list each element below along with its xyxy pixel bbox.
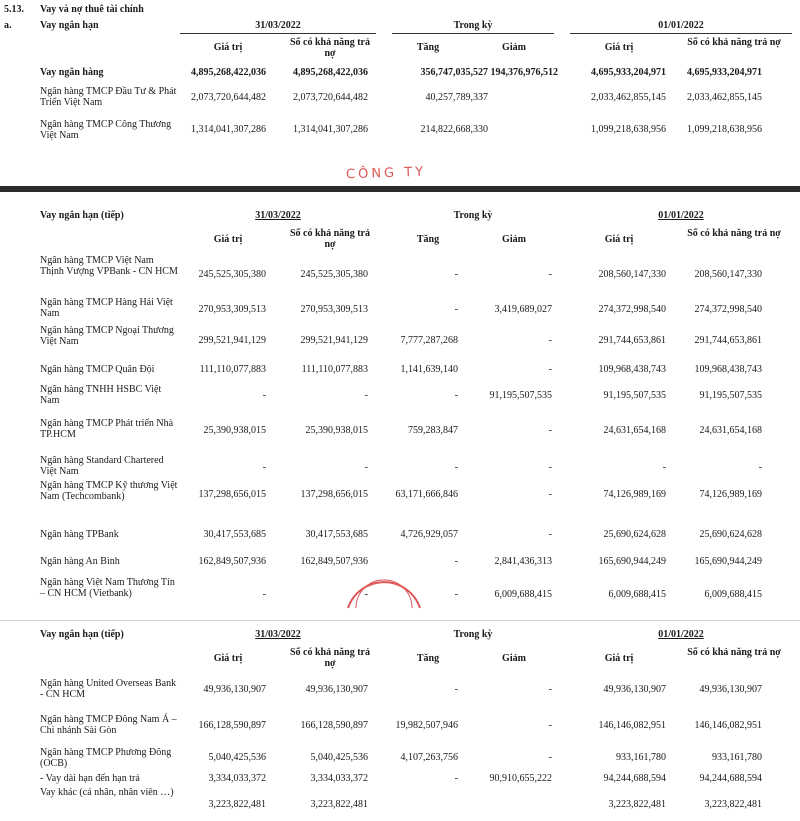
cell-value-end: 137,298,656,015 xyxy=(198,489,266,500)
sub-marker: a. xyxy=(4,20,12,31)
row-label: Ngân hàng Việt Nam Thương Tín – CN HCM (Vietbank) xyxy=(40,577,175,599)
cell-repay-end: 3,334,033,372 xyxy=(310,773,368,784)
cell-decrease: - xyxy=(548,720,552,731)
cell-increase: - xyxy=(454,773,458,784)
cell-repay-end: 3,223,822,481 xyxy=(310,799,368,810)
col-repay-header: Số có khả năng trả nợ xyxy=(687,37,781,48)
block-title: Vay ngắn hạn xyxy=(40,20,99,31)
block-title: Vay ngắn hạn (tiếp) xyxy=(40,629,124,640)
cell-decrease: - xyxy=(548,489,552,500)
cell-increase: - xyxy=(454,589,458,600)
cell-increase: - xyxy=(454,390,458,401)
period-end-header: 01/01/2022 xyxy=(658,629,704,640)
col-value-header: Giá trị xyxy=(213,234,243,245)
cell-repay-end: - xyxy=(364,462,368,473)
cell-decrease: - xyxy=(548,684,552,695)
cell-repay-start: 49,936,130,907 xyxy=(699,684,762,695)
cell-value-end: 3,223,822,481 xyxy=(208,799,266,810)
cell-value-start: 2,033,462,855,145 xyxy=(591,92,666,103)
col-value-header: Giá trị xyxy=(604,653,634,664)
cell-decrease: 3,419,689,027 xyxy=(494,304,552,315)
cell-value-end: - xyxy=(262,462,266,473)
cell-value-start: 74,126,989,169 xyxy=(603,489,666,500)
cell-value-start: 4,695,933,204,971 xyxy=(591,67,666,78)
cell-repay-start: 91,195,507,535 xyxy=(699,390,762,401)
cell-value-end: 30,417,553,685 xyxy=(203,529,266,540)
header-rule xyxy=(570,33,792,34)
section-2 xyxy=(0,192,800,620)
col-repay-header: Số có khả năng trả nợ xyxy=(687,228,781,239)
col-decrease-header: Giảm xyxy=(502,234,526,245)
cell-decrease: - xyxy=(548,269,552,280)
cell-repay-end: 166,128,590,897 xyxy=(300,720,368,731)
cell-repay-end: 4,895,268,422,036 xyxy=(293,67,368,78)
row-label: Ngân hàng TMCP Công Thương Việt Nam xyxy=(40,119,172,141)
cell-value-start: 3,223,822,481 xyxy=(608,799,666,810)
row-label: Ngân hàng TMCP Ngoại Thương Việt Nam xyxy=(40,325,174,347)
cell-value-start: 25,690,624,628 xyxy=(603,529,666,540)
row-label: Ngân hàng TMCP Kỹ thương Việt Nam (Techcombank) xyxy=(40,480,178,502)
cell-repay-start: 94,244,688,594 xyxy=(699,773,762,784)
cell-value-start: 91,195,507,535 xyxy=(603,390,666,401)
cell-repay-start: 146,146,082,951 xyxy=(694,720,762,731)
cell-value-end: 299,521,941,129 xyxy=(198,335,266,346)
cell-value-start: 933,161,780 xyxy=(616,752,666,763)
cell-value-end: 162,849,507,936 xyxy=(198,556,266,567)
cell-value-end: 111,110,077,883 xyxy=(199,364,266,375)
cell-decrease: - xyxy=(548,425,552,436)
cell-value-end: 4,895,268,422,036 xyxy=(191,67,266,78)
row-label: Ngân hàng An Bình xyxy=(40,556,120,567)
cell-increase: 7,777,287,268 xyxy=(400,335,458,346)
row-label: Ngân hàng TMCP Phát triển Nhà TP.HCM xyxy=(40,418,174,440)
cell-decrease: - xyxy=(548,462,552,473)
header-rule xyxy=(180,33,376,34)
cell-repay-end: 1,314,041,307,286 xyxy=(293,124,368,135)
cell-value-start: - xyxy=(662,462,666,473)
cell-increase: 4,726,929,057 xyxy=(400,529,458,540)
cell-decrease: 2,841,436,313 xyxy=(494,556,552,567)
cell-value-end: 270,953,309,513 xyxy=(198,304,266,315)
header-rule xyxy=(392,33,554,34)
cell-increase: - xyxy=(454,462,458,473)
row-label: Ngân hàng Standard Chartered Việt Nam xyxy=(40,455,164,477)
cell-repay-end: 25,390,938,015 xyxy=(305,425,368,436)
cell-decrease: - xyxy=(548,752,552,763)
cell-value-start: 165,690,944,249 xyxy=(598,556,666,567)
col-increase-header: Tăng xyxy=(416,42,440,53)
stamp-seal-icon xyxy=(344,570,424,610)
col-repay-header: Số có khả năng trả nợ xyxy=(289,647,370,669)
cell-decrease: - xyxy=(548,529,552,540)
cell-value-start: 49,936,130,907 xyxy=(603,684,666,695)
col-decrease-header: Giảm xyxy=(502,653,526,664)
cell-increase: 759,283,847 xyxy=(408,425,458,436)
cell-repay-start: 3,223,822,481 xyxy=(704,799,762,810)
col-increase-header: Tăng xyxy=(416,653,440,664)
row-label: - Vay dài hạn đến hạn trả xyxy=(40,773,140,784)
row-label: Ngân hàng TNHH HSBC Việt Nam xyxy=(40,384,162,406)
cell-value-end: - xyxy=(262,390,266,401)
cell-decrease: 91,195,507,535 xyxy=(489,390,552,401)
col-repay-header: Số có khả năng trả nợ xyxy=(289,37,370,59)
period-mid-header: Trong kỳ xyxy=(453,629,493,640)
section-title: Vay và nợ thuê tài chính xyxy=(40,4,144,15)
cell-decrease: 6,009,688,415 xyxy=(494,589,552,600)
section-3 xyxy=(0,621,800,821)
cell-repay-start: 2,033,462,855,145 xyxy=(687,92,762,103)
cell-increase: 19,982,507,946 xyxy=(395,720,458,731)
col-repay-header: Số có khả năng trả nợ xyxy=(289,228,370,250)
cell-repay-end: 270,953,309,513 xyxy=(300,304,368,315)
cell-value-start: 1,099,218,638,956 xyxy=(591,124,666,135)
cell-repay-start: 1,099,218,638,956 xyxy=(687,124,762,135)
cell-increase: - xyxy=(454,556,458,567)
period-start-header: 31/03/2022 xyxy=(255,629,301,640)
cell-repay-start: - xyxy=(758,462,762,473)
cell-repay-end: 49,936,130,907 xyxy=(305,684,368,695)
row-label: Vay khác (cá nhân, nhân viên …) xyxy=(40,787,174,798)
cell-repay-start: 165,690,944,249 xyxy=(694,556,762,567)
cell-value-end: 245,525,305,380 xyxy=(198,269,266,280)
cell-repay-start: 208,560,147,330 xyxy=(694,269,762,280)
col-value-header: Giá trị xyxy=(213,653,243,664)
row-label: Ngân hàng TMCP Phương Đông (OCB) xyxy=(40,747,172,769)
cell-value-start: 6,009,688,415 xyxy=(608,589,666,600)
block-title: Vay ngắn hạn (tiếp) xyxy=(40,210,124,221)
cell-repay-end: 30,417,553,685 xyxy=(305,529,368,540)
cell-repay-end: 2,073,720,644,482 xyxy=(293,92,368,103)
cell-increase: 4,107,263,756 xyxy=(400,752,458,763)
cell-repay-start: 274,372,998,540 xyxy=(694,304,762,315)
cell-value-start: 274,372,998,540 xyxy=(598,304,666,315)
cell-increase: - xyxy=(454,269,458,280)
period-start-header: 31/03/2022 xyxy=(255,20,301,31)
row-label: Ngân hàng TMCP Đầu Tư & Phát Triển Việt Nam xyxy=(40,86,177,108)
cell-value-end: 2,073,720,644,482 xyxy=(191,92,266,103)
cell-repay-end: 111,110,077,883 xyxy=(301,364,368,375)
cell-repay-start: 4,695,933,204,971 xyxy=(687,67,762,78)
cell-repay-start: 109,968,438,743 xyxy=(694,364,762,375)
cell-value-end: 1,314,041,307,286 xyxy=(191,124,266,135)
col-increase-header: Tăng xyxy=(416,234,440,245)
period-start-header: 31/03/2022 xyxy=(255,210,301,221)
cell-repay-end: 162,849,507,936 xyxy=(300,556,368,567)
row-label: Ngân hàng TMCP Việt Nam Thịnh Vượng VPBank - CN HCM xyxy=(40,255,178,277)
cell-increase: 1,141,639,140 xyxy=(400,364,458,375)
cell-repay-start: 25,690,624,628 xyxy=(699,529,762,540)
cell-repay-end: - xyxy=(364,589,368,600)
cell-value-end: 25,390,938,015 xyxy=(203,425,266,436)
cell-increase: - xyxy=(454,684,458,695)
cell-repay-start: 933,161,780 xyxy=(712,752,762,763)
cell-value-end: 166,128,590,897 xyxy=(198,720,266,731)
cell-value-start: 291,744,653,861 xyxy=(598,335,666,346)
cell-value-end: 5,040,425,536 xyxy=(208,752,266,763)
stamp-fragment: CÔNG TY xyxy=(345,164,427,183)
cell-value-start: 24,631,654,168 xyxy=(603,425,666,436)
cell-repay-start: 6,009,688,415 xyxy=(704,589,762,600)
period-end-header: 01/01/2022 xyxy=(658,20,704,31)
col-value-header: Giá trị xyxy=(213,42,243,53)
cell-increase: 40,257,789,337 xyxy=(425,92,488,103)
section-number: 5.13. xyxy=(4,4,24,15)
col-value-header: Giá trị xyxy=(604,42,634,53)
cell-repay-start: 24,631,654,168 xyxy=(699,425,762,436)
cell-increase: 356,747,035,527 xyxy=(420,67,488,78)
period-mid-header: Trong kỳ xyxy=(453,210,493,221)
cell-value-end: 49,936,130,907 xyxy=(203,684,266,695)
col-decrease-header: Giảm xyxy=(502,42,526,53)
cell-value-start: 146,146,082,951 xyxy=(598,720,666,731)
cell-repay-end: 137,298,656,015 xyxy=(300,489,368,500)
cell-value-start: 94,244,688,594 xyxy=(603,773,666,784)
cell-value-end: 3,334,033,372 xyxy=(208,773,266,784)
cell-value-end: - xyxy=(262,589,266,600)
col-repay-header: Số có khả năng trả nợ xyxy=(687,647,781,658)
row-label: Ngân hàng TMCP Quân Đội xyxy=(40,364,155,375)
row-label: Ngân hàng TMCP Đông Nam Á – Chi nhánh Sài Gòn xyxy=(40,714,177,736)
cell-decrease: 90,910,655,222 xyxy=(489,773,552,784)
period-end-header: 01/01/2022 xyxy=(658,210,704,221)
cell-decrease: - xyxy=(548,335,552,346)
cell-value-start: 109,968,438,743 xyxy=(598,364,666,375)
cell-repay-start: 291,744,653,861 xyxy=(694,335,762,346)
row-label: Ngân hàng TPBank xyxy=(40,529,119,540)
cell-repay-start: 74,126,989,169 xyxy=(699,489,762,500)
cell-value-start: 208,560,147,330 xyxy=(598,269,666,280)
cell-increase: 214,822,668,330 xyxy=(420,124,488,135)
col-value-header: Giá trị xyxy=(604,234,634,245)
cell-decrease: - xyxy=(548,364,552,375)
cell-repay-end: 245,525,305,380 xyxy=(300,269,368,280)
cell-repay-end: 5,040,425,536 xyxy=(310,752,368,763)
cell-increase: - xyxy=(454,304,458,315)
row-label: Vay ngân hàng xyxy=(40,67,104,78)
cell-increase: 63,171,666,846 xyxy=(395,489,458,500)
cell-decrease: 194,376,976,512 xyxy=(490,67,558,78)
cell-repay-end: 299,521,941,129 xyxy=(300,335,368,346)
period-mid-header: Trong kỳ xyxy=(453,20,493,31)
row-label: Ngân hàng TMCP Hàng Hải Việt Nam xyxy=(40,297,173,319)
row-label: Ngân hàng United Overseas Bank - CN HCM xyxy=(40,678,177,700)
cell-repay-end: - xyxy=(364,390,368,401)
section-1 xyxy=(0,0,800,186)
